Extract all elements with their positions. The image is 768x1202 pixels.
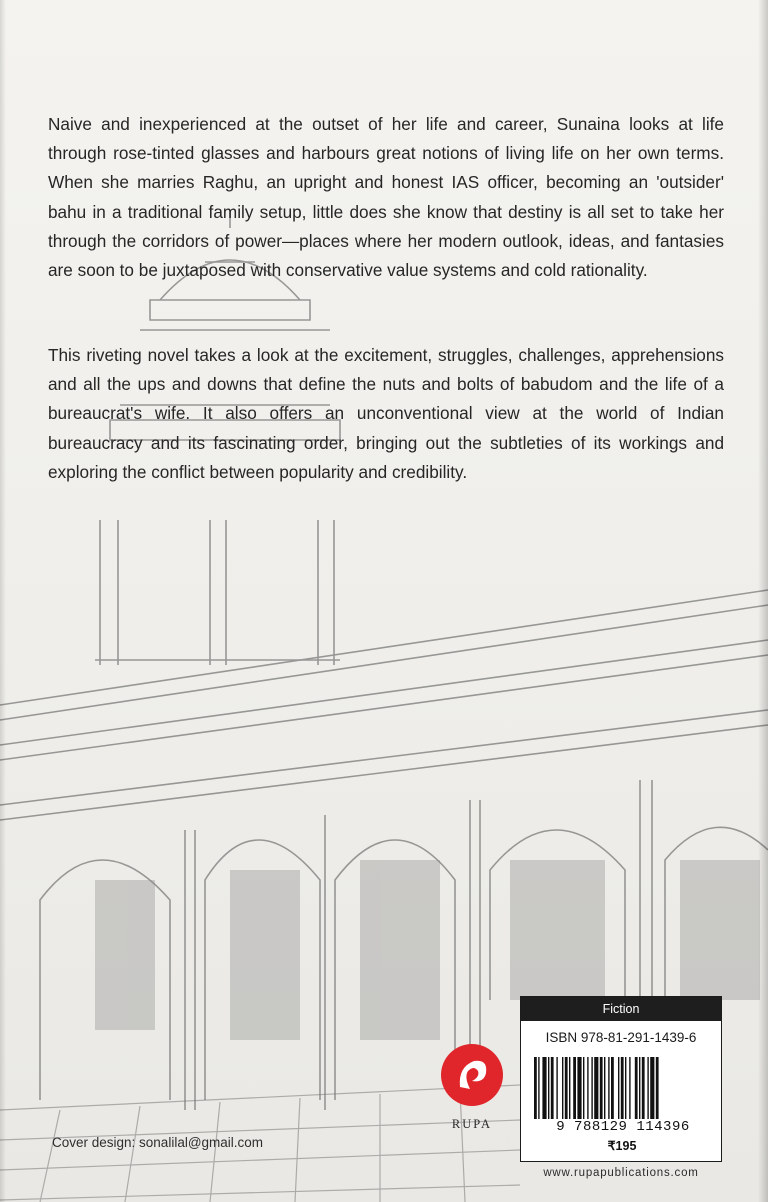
barcode-bar	[569, 1057, 570, 1119]
barcode-bar	[573, 1057, 576, 1119]
blurb-paragraph-2: This riveting novel takes a look at the excitement, struggles, challenges, apprehensions and all the ups and downs that define the nuts and bolts of babudom and the life of a bureaucrat's wife. It also offers an unconventional view at the world of Indian bureaucracy and its fascinating order, bringing out the subtleties of its workings and exploring the conflict between popularity and credibility.	[48, 345, 724, 482]
barcode-bar	[594, 1057, 598, 1119]
barcode-bar	[577, 1057, 581, 1119]
barcode-bar	[604, 1057, 605, 1119]
barcode-bar	[542, 1057, 546, 1119]
barcode-bar	[629, 1057, 630, 1119]
barcode-bar	[650, 1057, 654, 1119]
barcode-panel	[520, 996, 722, 1162]
barcode-bar	[556, 1057, 557, 1119]
genre-label: Fiction	[521, 997, 721, 1021]
barcode-bar	[600, 1057, 603, 1119]
barcode-bar	[618, 1057, 619, 1119]
cover-edge-shadow	[758, 0, 768, 1202]
barcode-bar	[621, 1057, 624, 1119]
barcode-bar	[534, 1057, 537, 1119]
barcode-bar	[587, 1057, 588, 1119]
cover-spine-shadow	[0, 0, 6, 1202]
barcode-bar	[583, 1057, 584, 1119]
barcode-bar	[562, 1057, 563, 1119]
barcode-bar	[635, 1057, 638, 1119]
barcode-bar	[656, 1057, 659, 1119]
barcode-bar	[639, 1057, 640, 1119]
barcode-bar	[642, 1057, 645, 1119]
cover-design-credit: Cover design: sonalilal@gmail.com	[52, 1135, 264, 1150]
barcode-bar	[551, 1057, 554, 1119]
barcode-bar	[611, 1057, 614, 1119]
barcode-bar	[625, 1057, 626, 1119]
barcode-bar	[548, 1057, 549, 1119]
publisher-name: RUPA	[451, 1117, 493, 1131]
price-label: ₹195	[607, 1139, 637, 1153]
barcode-bar	[591, 1057, 592, 1119]
barcode-digits: 9 788129 114396	[556, 1119, 690, 1135]
barcode-bar	[608, 1057, 609, 1119]
publisher-website: www.rupapublications.com	[543, 1167, 699, 1179]
barcode-bar	[538, 1057, 539, 1119]
barcode-bar	[647, 1057, 648, 1119]
rupa-logo-icon	[440, 1043, 504, 1107]
barcode-bar	[565, 1057, 568, 1119]
blurb-paragraph-1: Naive and inexperienced at the outset of her life and career, Sunaina looks at life through rose-tinted glasses and harbours great notions of living life on her own terms. When she marries Raghu, an upright and honest IAS officer, becoming an 'outsider' bahu in a traditional family setup, little does she know that destiny is all set to take her through the corridors of power—places where her modern outlook, ideas, and fantasies are soon to be juxtaposed with conservative value systems and cold rationality.	[48, 114, 724, 281]
isbn-number: ISBN 978-81-291-1439-6	[545, 1030, 697, 1045]
barcode-icon	[534, 1057, 712, 1119]
